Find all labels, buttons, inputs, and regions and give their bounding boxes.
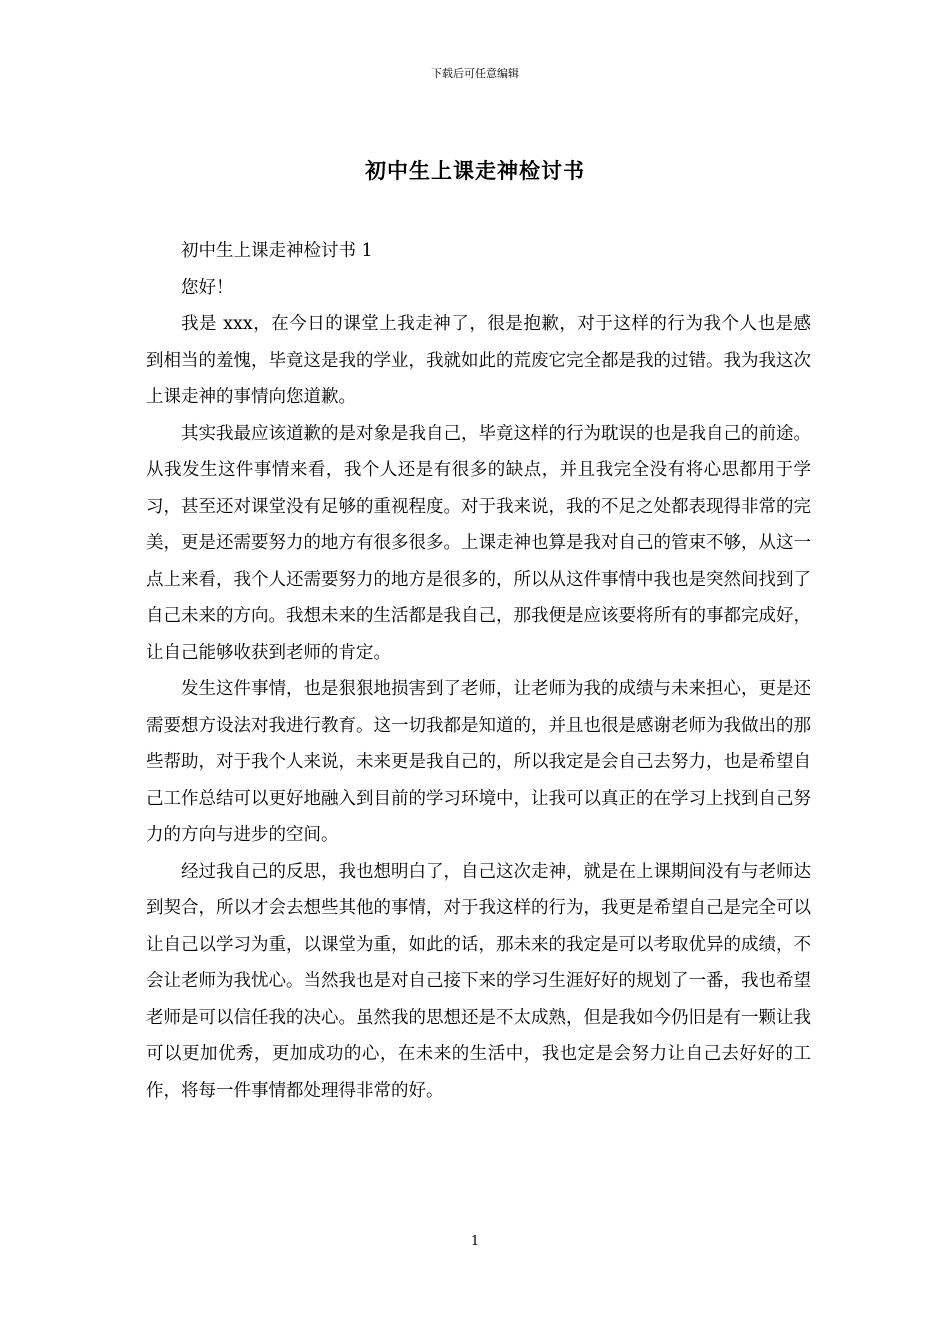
greeting: 您好！	[181, 277, 234, 298]
page-number: 1	[470, 1234, 480, 1249]
paragraph: 其实我最应该道歉的是对象是我自己，毕竟这样的行为耽误的也是我自己的前途。从我发生这件事情来看，我个人还是有很多的缺点，并且我完全没有将心思都用于学习，甚至还对课堂没有足够的重视程度。对于我来说，我的不足之处都表现得非常的完美，更是还需要努力的地方有很多很多。上课走神也算是我对自己的管束不够，从这一点上来看，我个人还需要努力的地方是很多的，所以从这件事情中我也是突然间找到了自己未来的方向。我想未来的生活都是我自己，那我便是应该要将所有的事都完成好，让自己能够收获到老师的肯定。	[146, 423, 811, 663]
paragraph: 我是 xxx，在今日的课堂上我走神了，很是抱歉，对于这样的行为我个人也是感到相当的羞愧，毕竟这是我的学业，我就如此的荒废它完全都是我的过错。我为我这次上课走神的事情向您道歉。	[146, 314, 811, 407]
document-body	[146, 233, 811, 1109]
paragraph: 发生这件事情，也是狠狠地损害到了老师，让老师为我的成绩与未来担心，更是还需要想方设法对我进行教育。这一切我都是知道的，并且也很是感谢老师为我做出的那些帮助，对于我个人来说，未来更是我自己的，所以我定是会自己去努力，也是希望自己工作总结可以更好地融入到目前的学习环境中，让我可以真正的在学习上找到自己努力的方向与进步的空间。	[146, 679, 811, 845]
paragraph: 经过我自己的反思，我也想明白了，自己这次走神，就是在上课期间没有与老师达到契合，所以才会去想些其他的事情，对于我这样的行为，我更是希望自己是完全可以让自己以学习为重，以课堂为重，如此的话，那未来的我定是可以考取优异的成绩，不会让老师为我忧心。当然我也是对自己接下来的学习生涯好好的规划了一番，我也希望老师是可以信任我的决心。虽然我的思想还是不太成熟，但是我如今仍旧是有一颗让我可以更加优秀，更加成功的心，在未来的生活中，我也定是会努力让自己去好好的工作，将每一件事情都处理得非常的好。	[146, 861, 811, 1101]
document-title: 初中生上课走神检讨书	[365, 158, 585, 183]
header-note: 下载后可任意编辑	[431, 67, 519, 80]
section-heading: 初中生上课走神检讨书 1	[181, 241, 373, 261]
